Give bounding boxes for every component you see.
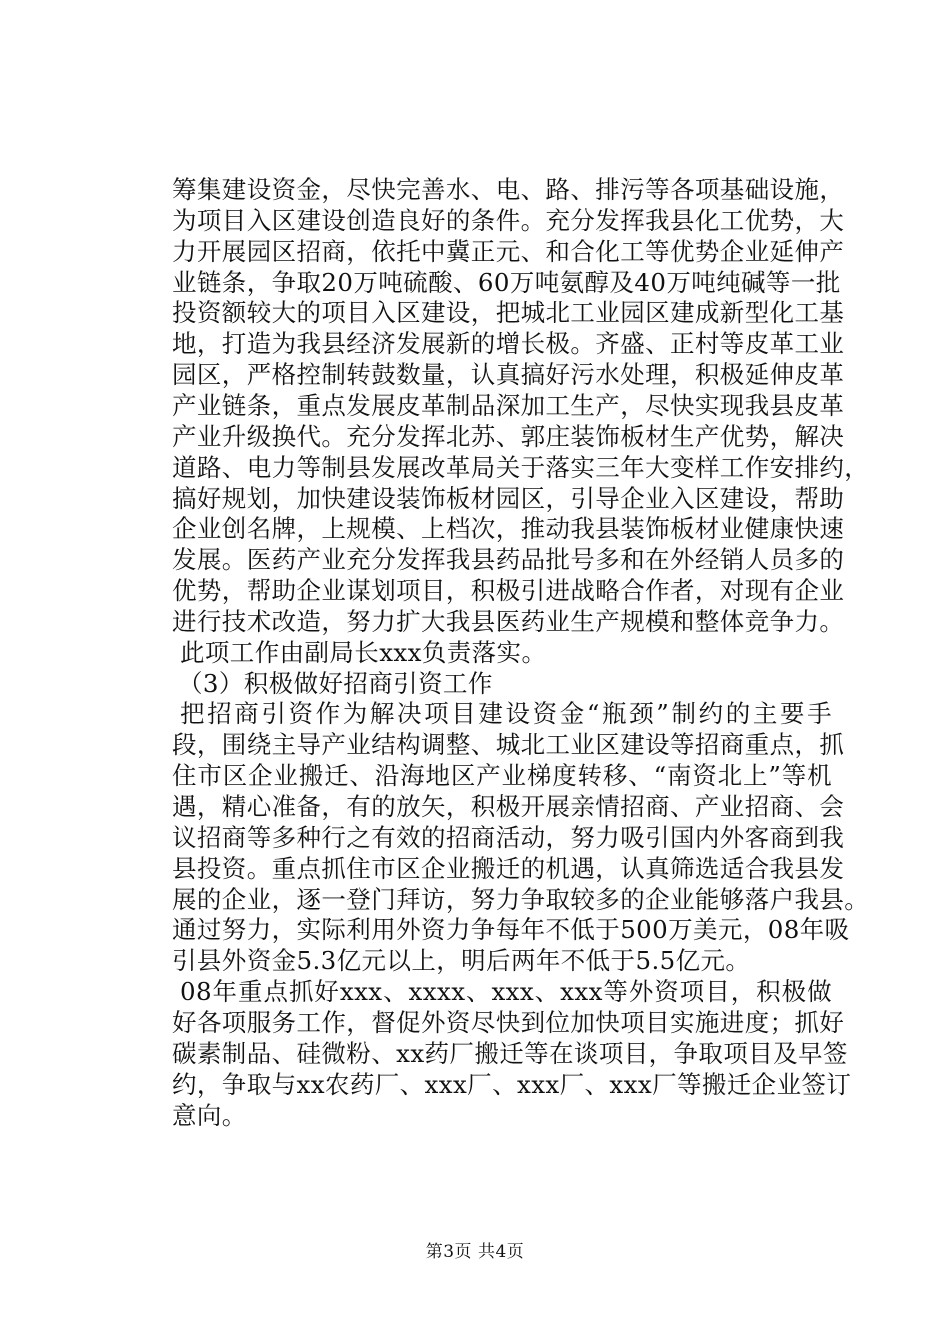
text-line: 县投资。重点抓住市区企业搬迁的机遇，认真筛选适合我县发 [172,853,845,883]
text-line: 产业链条，重点发展皮革制品深加工生产，尽快实现我县皮革 [172,390,845,420]
text-line: 碳素制品、硅微粉、xx药厂搬迁等在谈项目，争取项目及早签 [172,1038,848,1068]
text-line: 好各项服务工作，督促外资尽快到位加快项目实施进度；抓好 [172,1007,845,1037]
text-line: 08年重点抓好xxx、xxxx、xxx、xxx等外资项目，积极做 [180,977,832,1007]
text-line: 约，争取与xx农药厂、xxx厂、xxx厂、xxx厂等搬迁企业签订 [172,1069,852,1099]
text-line: 议招商等多种行之有效的招商活动，努力吸引国内外客商到我 [172,822,845,852]
text-line: 引县外资金5.3亿元以上，明后两年不低于5.5亿元。 [172,946,751,976]
text-line: 遇，精心准备，有的放矢，积极开展亲情招商、产业招商、会 [172,792,845,821]
text-line: 产业升级换代。充分发挥北苏、郭庄装饰板材生产优势，解决 [172,421,845,451]
text-line: 企业创名牌，上规模、上档次，推动我县装饰板材业健康快速 [172,514,845,544]
text-line: 展的企业，逐一登门拜访，努力争取较多的企业能够落户我县。 [172,884,870,914]
text-line: 力开展园区招商，依托中冀正元、和合化工等优势企业延伸产 [172,236,845,266]
text-line: 道路、电力等制县发展改革局关于落实三年大变样工作安排约， [172,452,870,482]
text-line: 此项工作由副局长xxx负责落实。 [180,637,547,667]
text-line: 段，围绕主导产业结构调整、城北工业区建设等招商重点，抓 [172,730,845,760]
page-footer: 第3页 共4页 [425,1242,525,1262]
section-heading: （3）积极做好招商引资工作 [178,668,493,698]
text-line: 业链条，争取20万吨硫酸、60万吨氨醇及40万吨纯碱等一批 [172,267,841,297]
text-line: 通过努力，实际利用外资力争每年不低于500万美元，08年吸 [172,915,850,945]
text-line: 搞好规划，加快建设装饰板材园区，引导企业入区建设，帮助 [172,483,845,513]
text-line: 优势，帮助企业谋划项目，积极引进战略合作者，对现有企业 [172,576,845,606]
text-line: 住市区企业搬迁、沿海地区产业梯度转移、“南资北上”等机 [172,761,832,791]
text-line: 进行技术改造，努力扩大我县医药业生产规模和整体竞争力。 [172,606,845,636]
text-line: 园区，严格控制转鼓数量，认真搞好污水处理，积极延伸皮革 [172,360,845,390]
text-line: 发展。医药产业充分发挥我县药品批号多和在外经销人员多的 [172,545,845,575]
text-line: 筹集建设资金，尽快完善水、电、路、排污等各项基础设施， [172,175,845,204]
text-line: 投资额较大的项目入区建设，把城北工业园区建成新型化工基 [172,298,845,328]
text-line: 意向。 [172,1100,247,1130]
text-line: 地，打造为我县经济发展新的增长极。齐盛、正村等皮革工业 [172,329,845,359]
text-line: 把招商引资作为解决项目建设资金“瓶颈”制约的主要手 [180,699,832,729]
text-line: 为项目入区建设创造良好的条件。充分发挥我县化工优势，大 [172,205,845,235]
